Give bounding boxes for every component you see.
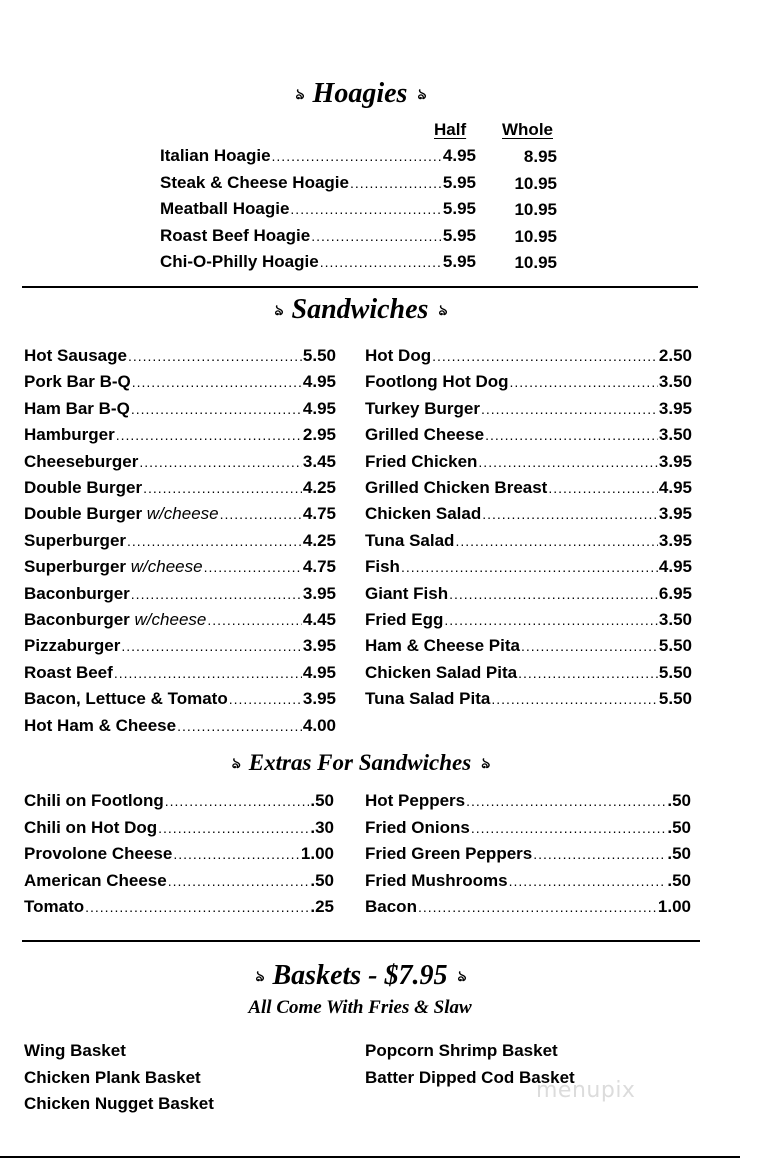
item-price: 4.95 bbox=[302, 398, 336, 418]
extras-title-text: Extras For Sandwiches bbox=[248, 750, 472, 775]
menu-item bbox=[365, 422, 692, 448]
menu-item bbox=[24, 633, 336, 659]
hoagies-title-text: Hoagies bbox=[312, 78, 408, 109]
dot-leader bbox=[114, 660, 302, 686]
item-price: 5.95 bbox=[442, 172, 476, 192]
item-price: 3.95 bbox=[658, 451, 692, 471]
dot-leader bbox=[320, 249, 442, 275]
item-note: w/cheese bbox=[146, 504, 219, 524]
item-name: Double Burger bbox=[24, 478, 143, 497]
dot-leader bbox=[158, 815, 309, 841]
dot-leader bbox=[139, 449, 302, 475]
ornament-right-icon: ঌ bbox=[481, 754, 489, 773]
item-price: .50 bbox=[667, 817, 691, 837]
dot-leader bbox=[127, 528, 302, 554]
item-name: Bacon bbox=[365, 897, 417, 916]
menu-item bbox=[365, 449, 692, 475]
item-name: Pizzaburger bbox=[24, 636, 121, 656]
sandwiches-title bbox=[0, 294, 720, 326]
item-name: Ham Bar B-Q bbox=[24, 398, 130, 418]
menu-item bbox=[365, 369, 692, 395]
item-price: 1.00 bbox=[657, 897, 691, 916]
column-header-whole: Whole bbox=[502, 120, 553, 139]
menu-item bbox=[365, 607, 692, 633]
menu-item bbox=[24, 686, 336, 712]
dot-leader bbox=[132, 369, 302, 395]
item-name: Fried Mushrooms bbox=[365, 870, 508, 890]
item-price: 1.00 bbox=[300, 844, 334, 863]
menu-item bbox=[365, 343, 692, 369]
item-price: 3.95 bbox=[658, 398, 692, 418]
item-name: Grilled Chicken Breast bbox=[365, 478, 548, 497]
item-price: 3.95 bbox=[658, 530, 692, 550]
ornament-right-icon: ঌ bbox=[438, 301, 446, 320]
item-price-whole: 10.95 bbox=[514, 253, 557, 272]
dot-leader bbox=[143, 475, 302, 501]
item-name: Grilled Cheese bbox=[365, 425, 485, 445]
menu-item bbox=[365, 788, 691, 814]
item-name: Fried Onions bbox=[365, 817, 470, 837]
item-name: Roast Beef Hoagie bbox=[160, 225, 311, 245]
item-price: 3.50 bbox=[658, 372, 692, 392]
dot-leader bbox=[485, 422, 658, 448]
item-price: 4.95 bbox=[302, 662, 336, 682]
menu-item bbox=[365, 501, 692, 527]
menu-item bbox=[24, 501, 336, 527]
menu-item bbox=[24, 475, 336, 501]
ornament-left-icon: ঌ bbox=[274, 301, 282, 320]
item-price-whole: 10.95 bbox=[514, 173, 557, 193]
dot-leader bbox=[432, 343, 658, 369]
item-name: Double Burger w/cheese bbox=[24, 504, 219, 524]
item-name: Footlong Hot Dog bbox=[365, 372, 509, 392]
item-price: 4.95 bbox=[658, 557, 692, 577]
item-name: Steak & Cheese Hoagie bbox=[160, 172, 349, 192]
menu-item bbox=[365, 633, 692, 659]
menu-item bbox=[365, 581, 692, 607]
item-price: 5.50 bbox=[658, 662, 692, 682]
sandwiches-title-text: Sandwiches bbox=[291, 294, 429, 325]
baskets-subtitle: All Come With Fries & Slaw bbox=[248, 997, 472, 1018]
dot-leader bbox=[311, 223, 442, 249]
item-price: 4.25 bbox=[302, 530, 336, 550]
dot-leader bbox=[509, 868, 667, 894]
menu-item bbox=[160, 196, 476, 222]
item-name: Superburger bbox=[24, 530, 127, 550]
menu-item bbox=[24, 868, 334, 894]
item-name: Ham & Cheese Pita bbox=[365, 636, 520, 656]
dot-leader bbox=[510, 369, 658, 395]
item-price: 3.50 bbox=[658, 425, 692, 445]
item-name: Bacon, Lettuce & Tomato bbox=[24, 689, 228, 709]
dot-leader bbox=[481, 396, 658, 422]
item-name: Chicken Salad Pita bbox=[365, 662, 518, 682]
item-price: 6.95 bbox=[658, 583, 692, 603]
item-name: Hot Sausage bbox=[24, 346, 127, 365]
dot-leader bbox=[220, 501, 302, 527]
item-name: Tomato bbox=[24, 897, 85, 916]
item-name: Pork Bar B-Q bbox=[24, 372, 131, 392]
item-price: 5.50 bbox=[658, 689, 692, 709]
item-price-whole: 10.95 bbox=[514, 226, 557, 246]
dot-leader bbox=[401, 554, 658, 580]
item-name: Hot Dog bbox=[365, 346, 432, 365]
item-price: 3.50 bbox=[658, 610, 692, 629]
ornament-left-icon: ঌ bbox=[231, 754, 239, 773]
dot-leader bbox=[131, 396, 302, 422]
menu-item bbox=[24, 841, 334, 867]
item-price-whole: 8.95 bbox=[523, 147, 557, 166]
menu-item bbox=[24, 660, 336, 686]
item-name: Chili on Footlong bbox=[24, 791, 164, 810]
dot-leader bbox=[121, 633, 302, 659]
item-name: American Cheese bbox=[24, 870, 167, 890]
dot-leader bbox=[455, 528, 657, 554]
menu-item bbox=[24, 422, 336, 448]
item-name: Superburger w/cheese bbox=[24, 557, 203, 577]
item-name: Italian Hoagie bbox=[160, 146, 271, 165]
dot-leader bbox=[272, 143, 442, 169]
dot-leader bbox=[290, 196, 441, 222]
item-price: 4.00 bbox=[302, 715, 336, 735]
menu-item bbox=[365, 396, 692, 422]
item-name: Tuna Salad Pita bbox=[365, 689, 491, 709]
column-header-half: Half bbox=[434, 120, 467, 139]
item-name: Baconburger bbox=[24, 583, 130, 603]
menu-item bbox=[365, 528, 692, 554]
item-name: Fried Green Peppers bbox=[365, 844, 533, 863]
item-name: Giant Fish bbox=[365, 583, 449, 603]
menu-item bbox=[24, 581, 336, 607]
dot-leader bbox=[444, 607, 658, 633]
item-price: 4.75 bbox=[302, 504, 336, 524]
item-price: .50 bbox=[667, 791, 691, 810]
hoagies-title bbox=[0, 78, 720, 110]
dot-leader bbox=[173, 841, 300, 867]
menu-item bbox=[24, 607, 336, 633]
divider-1 bbox=[22, 286, 698, 288]
ornament-right-icon: ঌ bbox=[417, 85, 425, 104]
menu-item bbox=[24, 369, 336, 395]
menu-item bbox=[365, 554, 692, 580]
dot-leader bbox=[204, 554, 302, 580]
basket-item: Popcorn Shrimp Basket bbox=[365, 1041, 558, 1060]
item-name: Baconburger w/cheese bbox=[24, 610, 207, 629]
ornament-left-icon: ঌ bbox=[295, 85, 303, 104]
dot-leader bbox=[518, 660, 658, 686]
basket-item: Batter Dipped Cod Basket bbox=[365, 1067, 575, 1087]
item-price: 3.95 bbox=[302, 583, 336, 603]
divider-2 bbox=[22, 940, 700, 942]
item-price: 5.95 bbox=[442, 199, 476, 218]
dot-leader bbox=[466, 788, 666, 814]
menu-item bbox=[365, 475, 692, 501]
item-price-whole: 10.95 bbox=[514, 200, 557, 219]
item-name: Fried Egg bbox=[365, 610, 444, 629]
item-price: 3.45 bbox=[302, 451, 336, 471]
item-name: Chili on Hot Dog bbox=[24, 817, 158, 837]
dot-leader bbox=[207, 607, 302, 633]
dot-leader bbox=[471, 815, 667, 841]
watermark: menupix bbox=[536, 1078, 636, 1103]
menu-item bbox=[24, 894, 334, 920]
ornament-right-icon: ঌ bbox=[457, 967, 465, 986]
dot-leader bbox=[482, 501, 658, 527]
menu-item bbox=[24, 788, 334, 814]
menu-item bbox=[24, 449, 336, 475]
item-name: Cheeseburger bbox=[24, 451, 139, 471]
item-price: 4.95 bbox=[302, 372, 336, 392]
item-price: 5.50 bbox=[302, 346, 336, 365]
dot-leader bbox=[177, 713, 302, 739]
dot-leader bbox=[478, 449, 657, 475]
item-price: 4.75 bbox=[302, 557, 336, 577]
basket-item: Wing Basket bbox=[24, 1041, 126, 1060]
dot-leader bbox=[116, 422, 302, 448]
item-price: 3.95 bbox=[658, 504, 692, 524]
dot-leader bbox=[491, 686, 658, 712]
dot-leader bbox=[128, 343, 302, 369]
dot-leader bbox=[449, 581, 658, 607]
menu-item bbox=[365, 841, 691, 867]
item-name: Roast Beef bbox=[24, 662, 113, 682]
item-name: Hot Ham & Cheese bbox=[24, 715, 177, 735]
item-price: 5.95 bbox=[442, 252, 476, 271]
item-note: w/cheese bbox=[134, 610, 207, 629]
dot-leader bbox=[168, 868, 310, 894]
menu-item bbox=[160, 170, 476, 196]
baskets-title-text: Baskets - $7.95 bbox=[272, 960, 448, 991]
ornament-left-icon: ঌ bbox=[255, 967, 263, 986]
item-name: Provolone Cheese bbox=[24, 844, 173, 863]
menu-item bbox=[24, 713, 336, 739]
menu-item bbox=[365, 894, 691, 920]
dot-leader bbox=[131, 581, 302, 607]
item-price: 5.50 bbox=[658, 636, 692, 656]
dot-leader bbox=[229, 686, 302, 712]
baskets-title bbox=[0, 960, 720, 992]
item-price: .30 bbox=[310, 817, 334, 837]
item-name: Chicken Salad bbox=[365, 504, 482, 524]
menu-item bbox=[160, 249, 476, 275]
menu-item bbox=[24, 815, 334, 841]
menu-item bbox=[160, 223, 476, 249]
basket-item: Chicken Plank Basket bbox=[24, 1067, 201, 1087]
dot-leader bbox=[533, 841, 666, 867]
item-price: 5.95 bbox=[442, 225, 476, 245]
item-price: 3.95 bbox=[302, 636, 336, 656]
item-price: 2.95 bbox=[302, 425, 336, 445]
menu-item bbox=[24, 396, 336, 422]
menu-item bbox=[365, 815, 691, 841]
item-price: 4.95 bbox=[442, 146, 476, 165]
menu-item bbox=[365, 868, 691, 894]
item-name: Turkey Burger bbox=[365, 398, 480, 418]
dot-leader bbox=[165, 788, 310, 814]
extras-title bbox=[0, 750, 720, 777]
item-price: 2.50 bbox=[658, 346, 692, 365]
item-note: w/cheese bbox=[130, 557, 203, 577]
dot-leader bbox=[85, 894, 309, 920]
item-name: Chi-O-Philly Hoagie bbox=[160, 252, 319, 271]
item-price: 4.95 bbox=[658, 478, 692, 497]
dot-leader bbox=[418, 894, 657, 920]
item-price: .25 bbox=[310, 897, 334, 916]
dot-leader bbox=[548, 475, 658, 501]
item-name: Hamburger bbox=[24, 425, 115, 445]
basket-item: Chicken Nugget Basket bbox=[24, 1094, 214, 1113]
item-price: .50 bbox=[667, 844, 691, 863]
item-price: .50 bbox=[310, 791, 334, 810]
menu-item bbox=[160, 143, 476, 169]
menu-item bbox=[24, 343, 336, 369]
item-price: 4.25 bbox=[302, 478, 336, 497]
item-name: Fried Chicken bbox=[365, 451, 478, 471]
dot-leader bbox=[521, 633, 658, 659]
dot-leader bbox=[350, 170, 442, 196]
menu-item bbox=[24, 528, 336, 554]
menu-item bbox=[24, 554, 336, 580]
item-price: 4.45 bbox=[302, 610, 336, 629]
item-name: Tuna Salad bbox=[365, 530, 455, 550]
item-name: Meatball Hoagie bbox=[160, 199, 290, 218]
menu-item bbox=[365, 686, 692, 712]
item-name: Hot Peppers bbox=[365, 791, 466, 810]
item-price: .50 bbox=[310, 870, 334, 890]
item-name: Fish bbox=[365, 557, 400, 577]
bottom-edge-line bbox=[0, 1156, 740, 1158]
item-price: 3.95 bbox=[302, 689, 336, 709]
menu-item bbox=[365, 660, 692, 686]
item-price: .50 bbox=[667, 870, 691, 890]
